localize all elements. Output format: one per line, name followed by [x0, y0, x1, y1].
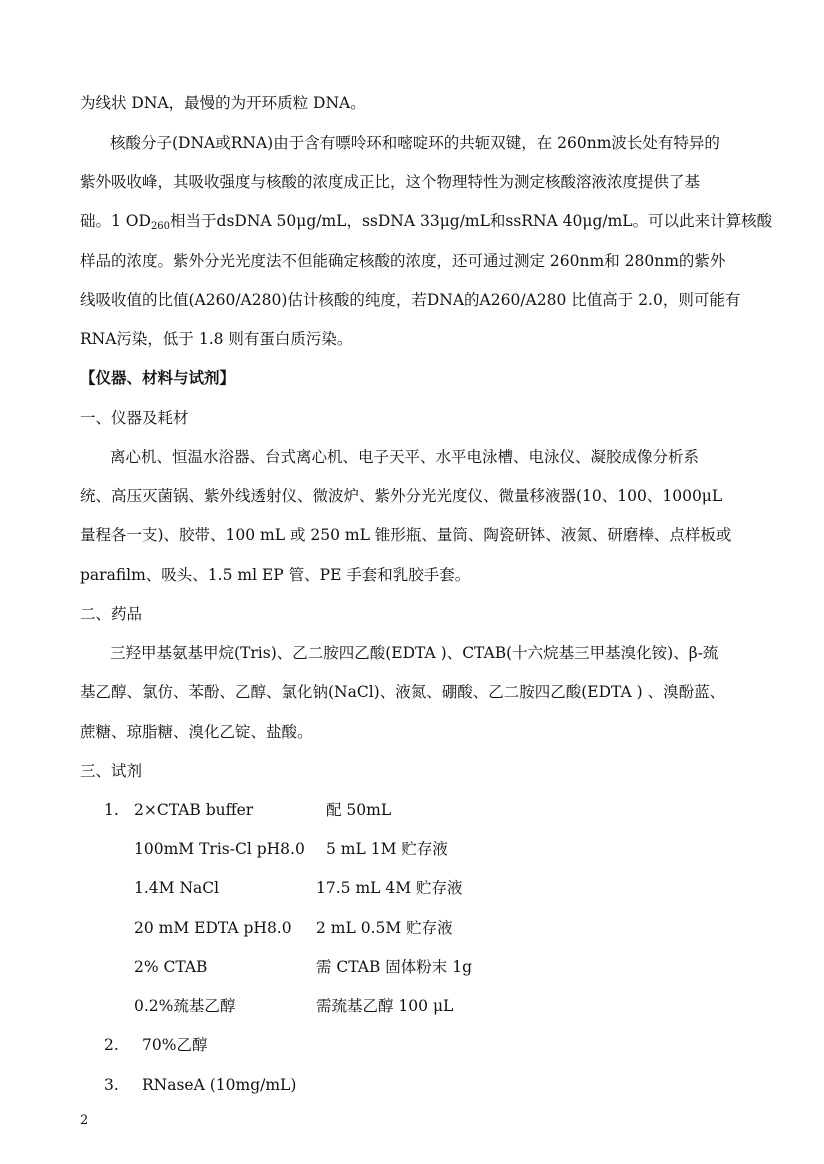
list-number: 3. [104, 1076, 119, 1094]
subsection-title: 三、试剂 [80, 762, 143, 780]
reagent-name: 100mM Tris-Cl pH8.0 [134, 840, 305, 858]
section-heading: 【仪器、材料与试剂】 [80, 368, 236, 387]
text-span: 础。1 OD [80, 212, 151, 230]
reagent-name: 70%乙醇 [142, 1036, 208, 1054]
paragraph-line: parafilm、吸头、1.5 ml EP 管、PE 手套和乳胶手套。 [80, 566, 471, 584]
text-span: 相当于dsDNA 50μg/mL，ssDNA 33μg/mL和ssRNA 40μg/mL。可以此来计算核酸 [170, 212, 773, 230]
paragraph-line: 量程各一支)、胶带、100 mL 或 250 mL 锥形瓶、量筒、陶瓷研钵、液氮、研磨棒、点样板或 [80, 526, 732, 544]
paragraph-line [80, 211, 772, 231]
reagent-detail: 17.5 mL 4M 贮存液 [316, 879, 463, 897]
list-number: 2. [104, 1036, 119, 1054]
page-number: 2 [80, 1113, 89, 1128]
reagent-detail: 2 mL 0.5M 贮存液 [316, 919, 453, 937]
reagent-detail: 需 CTAB 固体粉末 1g [316, 958, 472, 976]
paragraph-line: 离心机、恒温水浴器、台式离心机、电子天平、水平电泳槽、电泳仪、凝胶成像分析系 [110, 448, 700, 466]
paragraph-line: RNA污染，低于 1.8 则有蛋白质污染。 [80, 330, 353, 348]
paragraph-line: 样品的浓度。紫外分光光度法不但能确定核酸的浓度，还可通过测定 260nm和 280nm的紫外 [80, 252, 726, 270]
paragraph-line: 基乙醇、氯仿、苯酚、乙醇、氯化钠(NaCl)、液氮、硼酸、乙二胺四乙酸(EDTA ) 、溴酚蓝、 [80, 683, 726, 701]
reagent-name: RNaseA (10mg/mL) [142, 1076, 297, 1094]
paragraph-line: 紫外吸收峰，其吸收强度与核酸的浓度成正比，这个物理特性为测定核酸溶液浓度提供了基 [80, 173, 701, 191]
subsection-title: 一、仪器及耗材 [80, 409, 189, 427]
reagent-name: 0.2%巯基乙醇 [134, 997, 236, 1015]
subscript: 260 [150, 221, 171, 232]
reagent-name: 2% CTAB [134, 958, 208, 976]
reagent-name: 2×CTAB buffer [134, 801, 254, 819]
reagent-detail: 需巯基乙醇 100 μL [316, 997, 454, 1015]
reagent-detail: 5 mL 1M 贮存液 [326, 840, 448, 858]
paragraph-line: 三羟甲基氨基甲烷(Tris)、乙二胺四乙酸(EDTA )、CTAB(十六烷基三甲基溴化铵)、β-巯 [110, 644, 719, 662]
reagent-name: 20 mM EDTA pH8.0 [134, 919, 292, 937]
paragraph-line: 核酸分子(DNA或RNA)由于含有嘌呤环和嘧啶环的共轭双键，在 260nm波长处有特异的 [110, 134, 720, 152]
list-number: 1. [104, 801, 119, 819]
paragraph-line: 为线状 DNA，最慢的为开环质粒 DNA。 [80, 94, 366, 112]
reagent-detail: 配 50mL [326, 801, 392, 819]
paragraph-line: 线吸收值的比值(A260/A280)估计核酸的纯度，若DNA的A260/A280 比值高于 2.0，则可能有 [80, 291, 741, 309]
paragraph-line: 蔗糖、琼脂糖、溴化乙锭、盐酸。 [80, 723, 313, 741]
subsection-title: 二、药品 [80, 605, 143, 623]
paragraph-line: 统、高压灭菌锅、紫外线透射仪、微波炉、紫外分光光度仪、微量移液器(10、100、1000μL [80, 487, 723, 505]
reagent-name: 1.4M NaCl [134, 879, 220, 897]
